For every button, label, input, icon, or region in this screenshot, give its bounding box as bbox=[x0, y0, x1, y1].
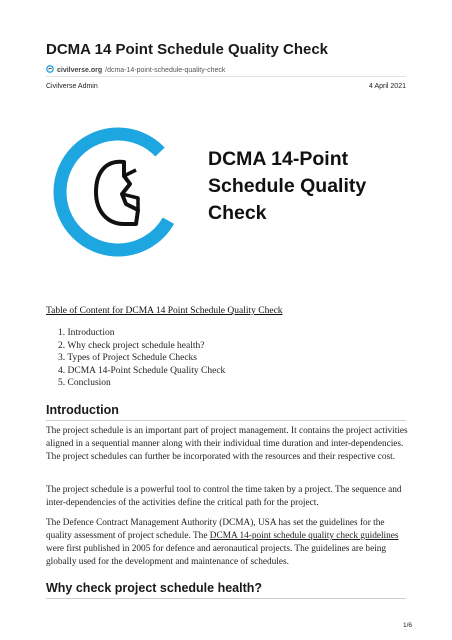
source-domain[interactable]: civilverse.org bbox=[57, 66, 103, 74]
hero-heading bbox=[208, 146, 408, 227]
hero-image bbox=[46, 120, 406, 265]
section-heading-why-check: Why check project schedule health? bbox=[46, 581, 263, 595]
toc-item-conclusion[interactable]: 5. Conclusion bbox=[58, 378, 111, 388]
header-divider bbox=[46, 76, 406, 77]
author: Civilverse Admin bbox=[46, 83, 98, 90]
civilverse-c-logo-icon bbox=[46, 120, 196, 265]
page-number: 1/6 bbox=[402, 622, 412, 629]
paragraph-text: The Defence Contract Management Authority (DCMA), USA has set the guidelines for the quality assessment of project schedule. The bbox=[46, 518, 385, 541]
article-meta bbox=[46, 83, 406, 90]
source-path[interactable]: /dcma-14-point-schedule-quality-check bbox=[105, 66, 226, 74]
section-divider bbox=[46, 598, 406, 599]
source-url[interactable] bbox=[46, 65, 225, 75]
toc-item-types[interactable]: 3. Types of Project Schedule Checks bbox=[58, 353, 197, 363]
paragraph: The project schedule is a powerful tool to control the time taken by a project. The sequence and inter-dependencies of the activities define the critical path for the project. bbox=[46, 485, 402, 508]
dcma-guidelines-link[interactable]: DCMA 14-point schedule quality check guidelines bbox=[209, 531, 399, 541]
toc-item-why-check[interactable]: 2. Why check project schedule health? bbox=[58, 340, 205, 351]
paragraph-text: were first published in 2005 for defence and aeronautical projects. The guidelines are being globally used for the development and maintenance of schedules. bbox=[46, 544, 387, 567]
hero-heading-line: Check bbox=[208, 202, 267, 224]
site-favicon-icon bbox=[46, 65, 54, 75]
page-title: DCMA 14 Point Schedule Quality Check bbox=[46, 41, 329, 58]
publish-date: 4 April 2021 bbox=[369, 83, 406, 90]
hero-heading-line: Schedule Quality bbox=[208, 175, 367, 197]
paragraph: The project schedule is an important part of project management. It contains the project activities aligned in a sequential manner along with their individual time duration and inter-dependencies. The project schedules can further be incorporated with the resources and their respective cost. bbox=[46, 426, 408, 462]
hero-heading-line: DCMA 14-Point bbox=[208, 148, 349, 170]
section-heading-introduction: Introduction bbox=[46, 403, 119, 417]
toc-item-introduction[interactable]: 1. Introduction bbox=[58, 328, 115, 338]
table-of-contents bbox=[58, 327, 225, 390]
toc-link[interactable]: Table of Content for DCMA 14 Point Schedule Quality Check bbox=[46, 306, 283, 316]
paragraph bbox=[46, 517, 410, 569]
toc-item-dcma[interactable]: 4. DCMA 14-Point Schedule Quality Check bbox=[58, 365, 226, 376]
section-divider bbox=[46, 420, 406, 421]
